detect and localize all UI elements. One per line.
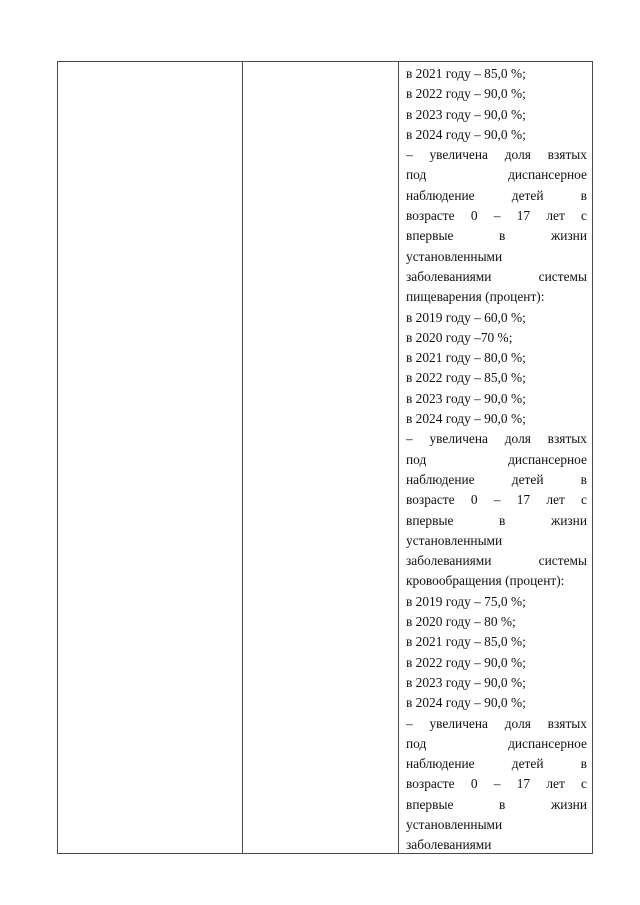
text-line: в 2022 году – 90,0 %; xyxy=(406,654,526,670)
text-line: в 2024 году – 90,0 %; xyxy=(406,126,526,142)
text-line: в 2022 году – 90,0 %; xyxy=(406,86,526,102)
text-line: впервые в жизни xyxy=(406,228,587,244)
text-line: в 2021 году – 85,0 %; xyxy=(406,66,526,81)
text-line: в 2021 году – 80,0 %; xyxy=(406,350,526,366)
table xyxy=(57,61,593,854)
text-line: заболеваниями системы xyxy=(406,553,587,569)
text-line: впервые в жизни xyxy=(406,796,587,812)
text-line: в 2019 году – 75,0 %; xyxy=(406,593,526,609)
text-line: установленными xyxy=(406,248,503,264)
text-line: в 2023 году – 90,0 %; xyxy=(406,674,526,690)
text-line: в 2021 году – 85,0 %; xyxy=(406,634,526,650)
text-line: под диспансерное xyxy=(406,451,587,467)
text-line: под диспансерное xyxy=(406,167,587,183)
text-line: в 2024 году – 90,0 %; xyxy=(406,695,526,711)
text-line: под диспансерное xyxy=(406,735,587,751)
text-line: заболеваниями системы xyxy=(406,268,587,284)
text-line: кровообращения (процент): xyxy=(406,573,565,589)
text-line: возрасте 0 – 17 лет с xyxy=(406,776,587,792)
text-line: возрасте 0 – 17 лет с xyxy=(406,208,587,224)
text-line: установленными xyxy=(406,532,503,548)
text-line: в 2023 году – 90,0 %; xyxy=(406,106,526,122)
text-line: наблюдение детей в xyxy=(406,471,587,487)
table-cell-column-3 xyxy=(406,62,587,853)
text-line: заболеваниями xyxy=(406,837,492,853)
text-line: – увеличена доля взятых xyxy=(406,715,587,731)
text-line: – увеличена доля взятых xyxy=(406,431,587,447)
column-divider xyxy=(398,62,399,853)
text-line: наблюдение детей в xyxy=(406,187,587,203)
text-line: пищеварения (процент): xyxy=(406,289,545,305)
text-line: возрасте 0 – 17 лет с xyxy=(406,492,587,508)
text-line: – увеличена доля взятых xyxy=(406,147,587,163)
text-line: в 2023 году – 90,0 %; xyxy=(406,390,526,406)
text-line: установленными xyxy=(406,816,503,832)
text-line: в 2020 году –70 %; xyxy=(406,329,513,345)
text-line: наблюдение детей в xyxy=(406,756,587,772)
text-line: в 2019 году – 60,0 %; xyxy=(406,309,526,325)
text-line: в 2024 году – 90,0 %; xyxy=(406,411,526,427)
text-line: впервые в жизни xyxy=(406,512,587,528)
text-line: в 2022 году – 85,0 %; xyxy=(406,370,526,386)
column-divider xyxy=(242,62,243,853)
text-line: в 2020 году – 80 %; xyxy=(406,614,516,630)
